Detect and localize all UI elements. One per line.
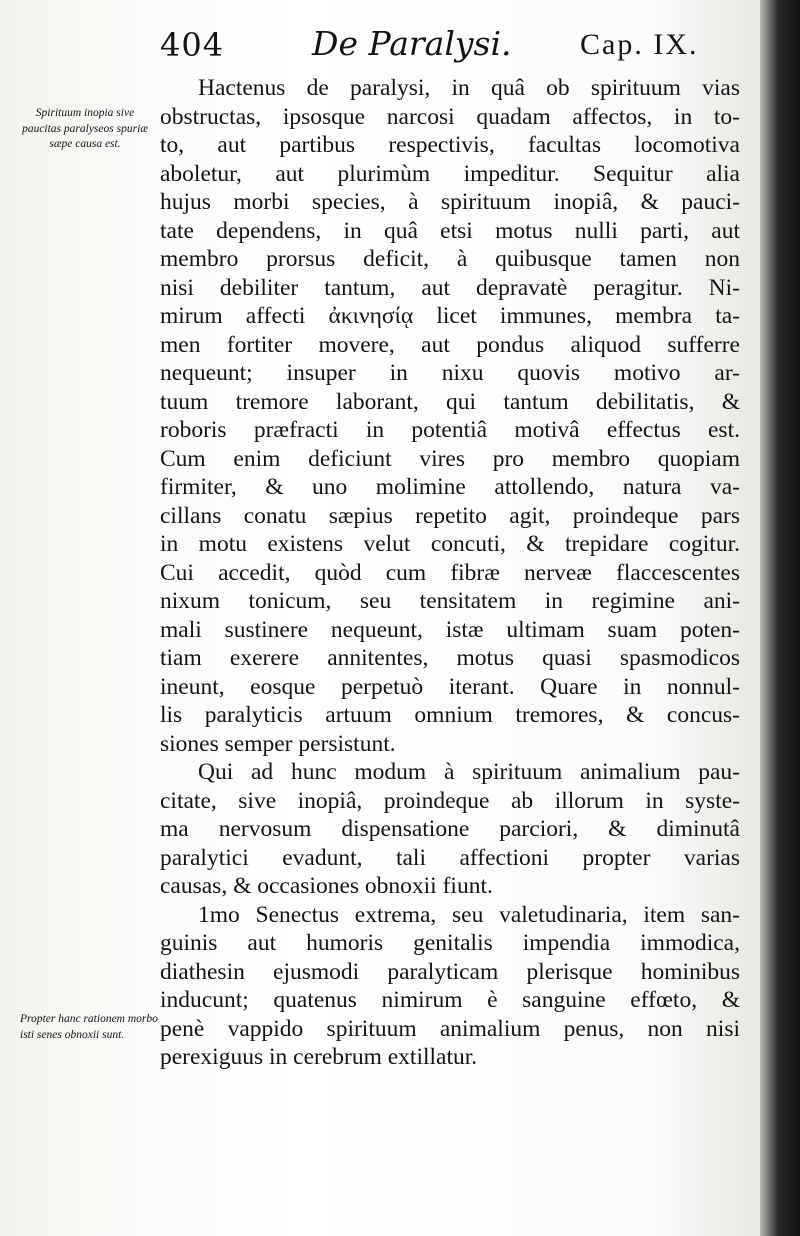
page-number: 404: [160, 26, 225, 64]
text-line: ineunt, eosque perpetuò iterant. Quare in nonnul-: [160, 673, 740, 700]
text-line: 1mo Senectus extrema, seu valetudinaria, item san-: [198, 901, 740, 928]
text-line: lis paralyticis artuum omnium tremores, & concus-: [160, 702, 740, 728]
text-line: to, aut partibus respectivis, facultas locomotiva: [160, 132, 740, 158]
text-line: nisi debiliter tantum, aut depravatè peragitur. Ni-: [160, 274, 740, 301]
running-title: De Paralysi.: [312, 24, 512, 63]
text-line: citate, sive inopiâ, proindeque ab illorum in syste-: [160, 787, 740, 814]
text-line: tiam exerere annitentes, motus quasi spasmodicos: [160, 645, 740, 671]
text-line: nixum tonicum, seu tensitatem in regimine ani-: [160, 588, 740, 614]
text-line: penè vappido spirituum animalium penus, non nisi: [160, 1015, 740, 1042]
text-line: mirum affecti ἀκινησίᾳ licet immunes, membra ta-: [160, 303, 740, 329]
text-line: Cui accedit, quòd cum fibræ nerveæ flaccescentes: [160, 559, 740, 586]
text-line: mali sustinere nequeunt, istæ ultimam suam poten-: [160, 616, 740, 643]
text-line: men fortiter movere, aut pondus aliquod sufferre: [160, 331, 740, 358]
text-line: ma nervosum dispensatione parciori, & diminutâ: [160, 816, 740, 842]
text-line: roboris præfracti in potentiâ motivâ effectus est.: [160, 417, 740, 443]
text-line: in motu existens velut concuti, & trepidare cogitur.: [160, 531, 740, 557]
text-line: obstructas, ipsosque narcosi quadam affectos, in to-: [160, 103, 740, 130]
text-line: tuum tremore laborant, qui tantum debilitatis, &: [160, 388, 740, 415]
text-line: causas, & occasiones obnoxii fiunt.: [160, 873, 493, 899]
chapter-heading: Cap. IX.: [580, 28, 699, 61]
text-line: cillans conatu sæpius repetito agit, proindeque pars: [160, 502, 740, 529]
book-gutter-shadow: [760, 0, 800, 1236]
text-line: inducunt; quatenus nimirum è sanguine effœto, &: [160, 987, 740, 1013]
text-line: siones semper persistunt.: [160, 730, 396, 757]
text-line: Qui ad hunc modum à spirituum animalium pau-: [198, 759, 740, 785]
text-line: paralytici evadunt, tali affectioni propter varias: [160, 844, 740, 871]
text-line: aboletur, aut plurimùm impeditur. Sequitur alia: [160, 160, 740, 187]
text-line: Hactenus de paralysi, in quâ ob spirituum vias: [198, 75, 740, 101]
text-line: membro prorsus deficit, à quibusque tamen non: [160, 246, 740, 272]
text-line: Cum enim deficiunt vires pro membro quopiam: [160, 445, 740, 472]
margin-note: Spirituum inopia sive paucitas paralyseos spuriæ sæpe causa est.: [22, 107, 148, 150]
text-line: tate dependens, in quâ etsi motus nulli parti, aut: [160, 217, 740, 244]
margin-note: Propter hanc rationem morbo isti senes obnoxii sunt.: [20, 1013, 158, 1041]
text-line: nequeunt; insuper in nixu quovis motivo ar-: [160, 360, 740, 386]
text-line: guinis aut humoris genitalis impendia immodica,: [160, 930, 740, 956]
text-line: diathesin ejusmodi paralyticam plerisque hominibus: [160, 958, 740, 985]
text-line: perexiguus in cerebrum extillatur.: [160, 1044, 478, 1070]
text-line: hujus morbi species, à spirituum inopiâ, & pauci-: [160, 189, 740, 215]
text-line: firmiter, & uno molimine attollendo, natura va-: [160, 474, 740, 500]
body-text: [160, 74, 740, 1072]
page-header: [160, 18, 740, 74]
